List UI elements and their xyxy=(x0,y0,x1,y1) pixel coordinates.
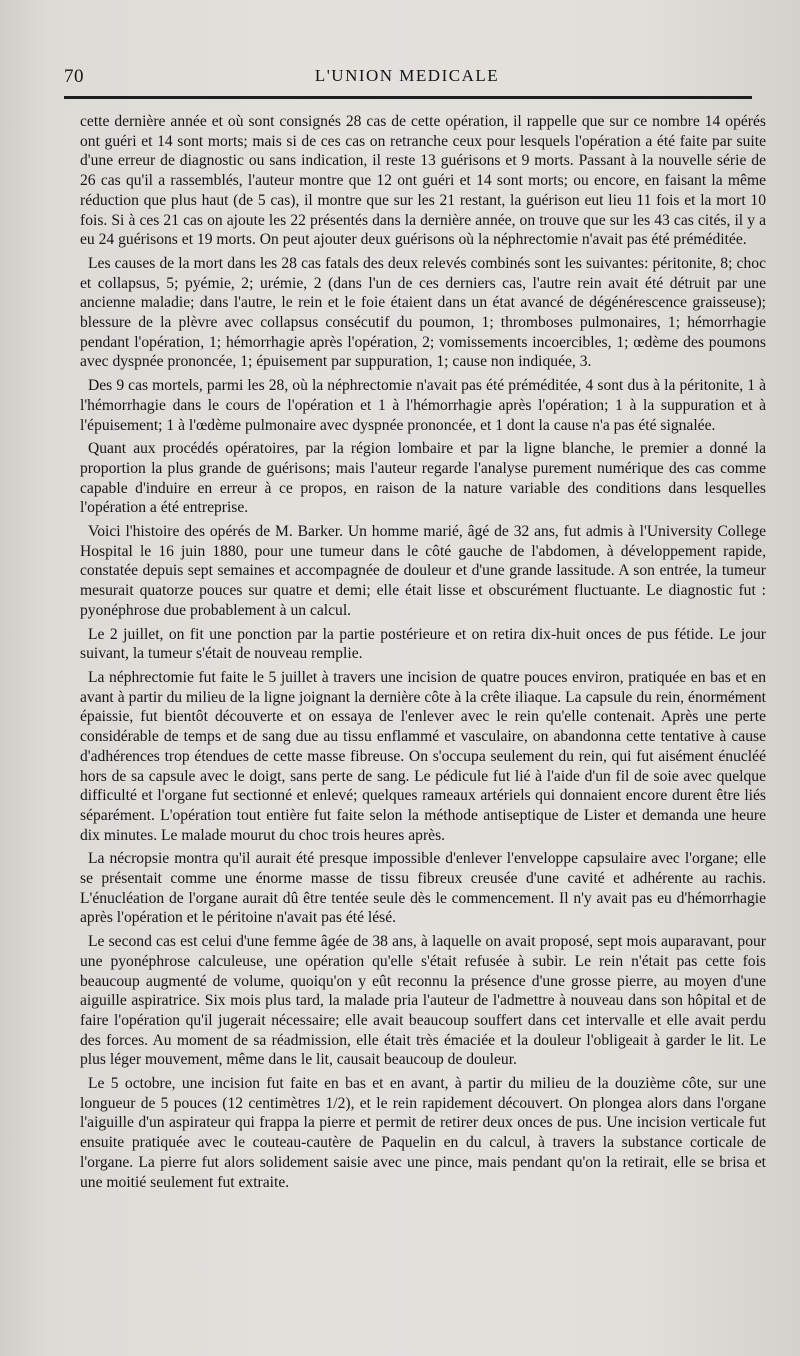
paragraph-4: Quant aux procédés opératoires, par la région lombaire et par la ligne blanche, le premier a donné la proportion la plus grande de guérisons; mais l'auteur regarde l'analyse purement numérique des cas comme capable d'induire en erreur à ce propos, en raison de la nature variable des conditions dans lesquelles l'opération a été entreprise. xyxy=(80,440,766,517)
paragraph-3: Des 9 cas mortels, parmi les 28, où la néphrectomie n'avait pas été préméditée, 4 sont dus à la péritonite, 1 à l'hémorrhagie dans le cours de l'opération et 1 à l'hémorrhagie après l'opération; 1 à la suppuration et à l'épuisement; 1 à l'œdème pulmonaire avec dyspnée prononcée, et 1 dont la cause n'a pas été signalée. xyxy=(80,377,766,434)
paragraph-9: Le second cas est celui d'une femme âgée de 38 ans, à laquelle on avait proposé, sept mois auparavant, pour une pyonéphrose calculeuse, une opération qu'elle s'était refusée à subir. Le rein n'était pas cette fois beaucoup augmenté de volume, quoiqu'on y eût reconnu la présence d'une grosse pierre, au moyen d'une aiguille aspiratrice. Six mois plus tard, la malade pria l'auteur de l'admettre à nouveau dans son hôpital et de faire l'opération qu'il jugerait nécessaire; elle avait beaucoup souffert dans cet intervalle et elle avait perdu des forces. Au moment de sa réadmission, elle était très émaciée et la douleur l'obligeait à garder le lit. Le plus léger mouvement, même dans le lit, causait beaucoup de douleur. xyxy=(80,933,766,1069)
paragraph-10: Le 5 octobre, une incision fut faite en bas et en avant, à partir du milieu de la douzième côte, sur une longueur de 5 pouces (12 centimètres 1/2), et le rein rapidement découvert. On plongea alors dans l'organe l'aiguille d'un aspirateur qui frappa la pierre et permit de retirer deux onces de pus. Une incision verticale fut ensuite pratiquée avec le couteau-cautère de Paquelin en du calcul, à travers la substance corticale de l'organe. La pierre fut alors solidement saisie avec une pince, mais pendant qu'on la retirait, elle se brisa et une moitié seulement fut extraite. xyxy=(80,1075,766,1191)
paragraph-8: La nécropsie montra qu'il aurait été presque impossible d'enlever l'enveloppe capsulaire avec l'organe; elle se présentait comme une énorme masse de tissu fibreux creusée d'une cavité et adhérente au rachis. L'énucléation de l'organe aurait dû être tentée seule dès le commencement. Il n'y avait pas eu d'hémorrhagie après l'opération et le péritoine n'avait pas été lésé. xyxy=(80,850,766,927)
paragraph-7: La néphrectomie fut faite le 5 juillet à travers une incision de quatre pouces environ, pratiquée en bas et en avant à partir du milieu de la ligne joignant la dernière côte à la crête iliaque. La capsule du rein, énormément épaissie, fut bientôt découverte et on essaya de l'enlever avec le rein qu'elle contenait. Après une perte considérable de temps et de sang due au tissu enflammé et vasculaire, on abandonna cette tentative à cause d'adhérences trop étendues de cette masse fibreuse. On s'occupa seulement du rein, qui fut aisément énucléé hors de sa capsule avec le doigt, sans perte de sang. Le pédicule fut lié à l'aide d'un fil de soie avec quelque difficulté et l'organe fut sectionné et enlevé; quelques rameaux artériels qui donnaient encore durent être liés séparément. L'opération tout entière fut faite selon la méthode antiseptique de Lister et demanda une heure dix minutes. Le malade mourut du choc trois heures après. xyxy=(80,668,766,844)
body-text xyxy=(80,112,766,1196)
paragraph-6: Le 2 juillet, on fit une ponction par la partie postérieure et on retira dix-huit onces de pus fétide. Le jour suivant, la tumeur s'était de nouveau remplie. xyxy=(80,625,766,663)
paragraph-2: Les causes de la mort dans les 28 cas fatals des deux relevés combinés sont les suivantes: péritonite, 8; choc et collapsus, 5; pyémie, 2; urémie, 2 (dans l'un de ces derniers cas, l'autre rein avait été détruit par une ancienne maladie; dans l'autre, le rein et le foie étaient dans un état avancé de dégénérescence graisseuse); blessure de la plèvre avec collapsus consécutif du poumon, 1; thromboses pulmonaires, 1; hémorrhagie pendant l'opération, 1; hémorrhagie après l'opération, 2; vomissements incoercibles, 1; œdème des poumons avec dyspnée prononcée, 1; épuisement par suppuration, 1; cause non indiquée, 3. xyxy=(80,254,766,371)
page-header xyxy=(62,64,752,90)
header-rule xyxy=(64,96,752,99)
running-title: L'UNION MEDICALE xyxy=(314,66,500,85)
paragraph-1: cette dernière année et où sont consignés 28 cas de cette opération, il rappelle que sur ce nombre 14 opérés ont guéri et 14 sont morts; mais si de ces cas on retranche ceux pour lesquels l'opération a été faite par suite d'une erreur de diagnostic ou sans indication, il reste 13 guérisons et 9 morts. Passant à la nouvelle série de 26 cas qu'il a rassemblés, l'auteur montre que 12 ont guéri et 14 sont morts; ou encore, en faisant la même réduction que plus haut (de 5 cas), il montre que sur les 21 restant, la guérison eut lieu 11 fois et la mort 10 fois. Si à ces 21 cas on ajoute les 22 présentés dans la dernière année, on trouve que sur les 43 cas cités, il y a eu 24 guérisons et 19 morts. On peut ajouter deux guérisons où la néphrectomie n'avait pas été préméditée. xyxy=(80,113,766,249)
page-number: 70 xyxy=(64,66,84,87)
paragraph-5: Voici l'histoire des opérés de M. Barker. Un homme marié, âgé de 32 ans, fut admis à l'University College Hospital le 16 juin 1880, pour une tumeur dans le côté gauche de l'abdomen, à développement rapide, constatée depuis sept semaines et accompagnée de douleur et d'une grande lassitude. A son entrée, la tumeur mesurait quatorze pouces sur quatre et demi; elle était lisse et obscurément fluctuante. Le diagnostic fut : pyonéphrose due probablement à un calcul. xyxy=(80,523,766,619)
